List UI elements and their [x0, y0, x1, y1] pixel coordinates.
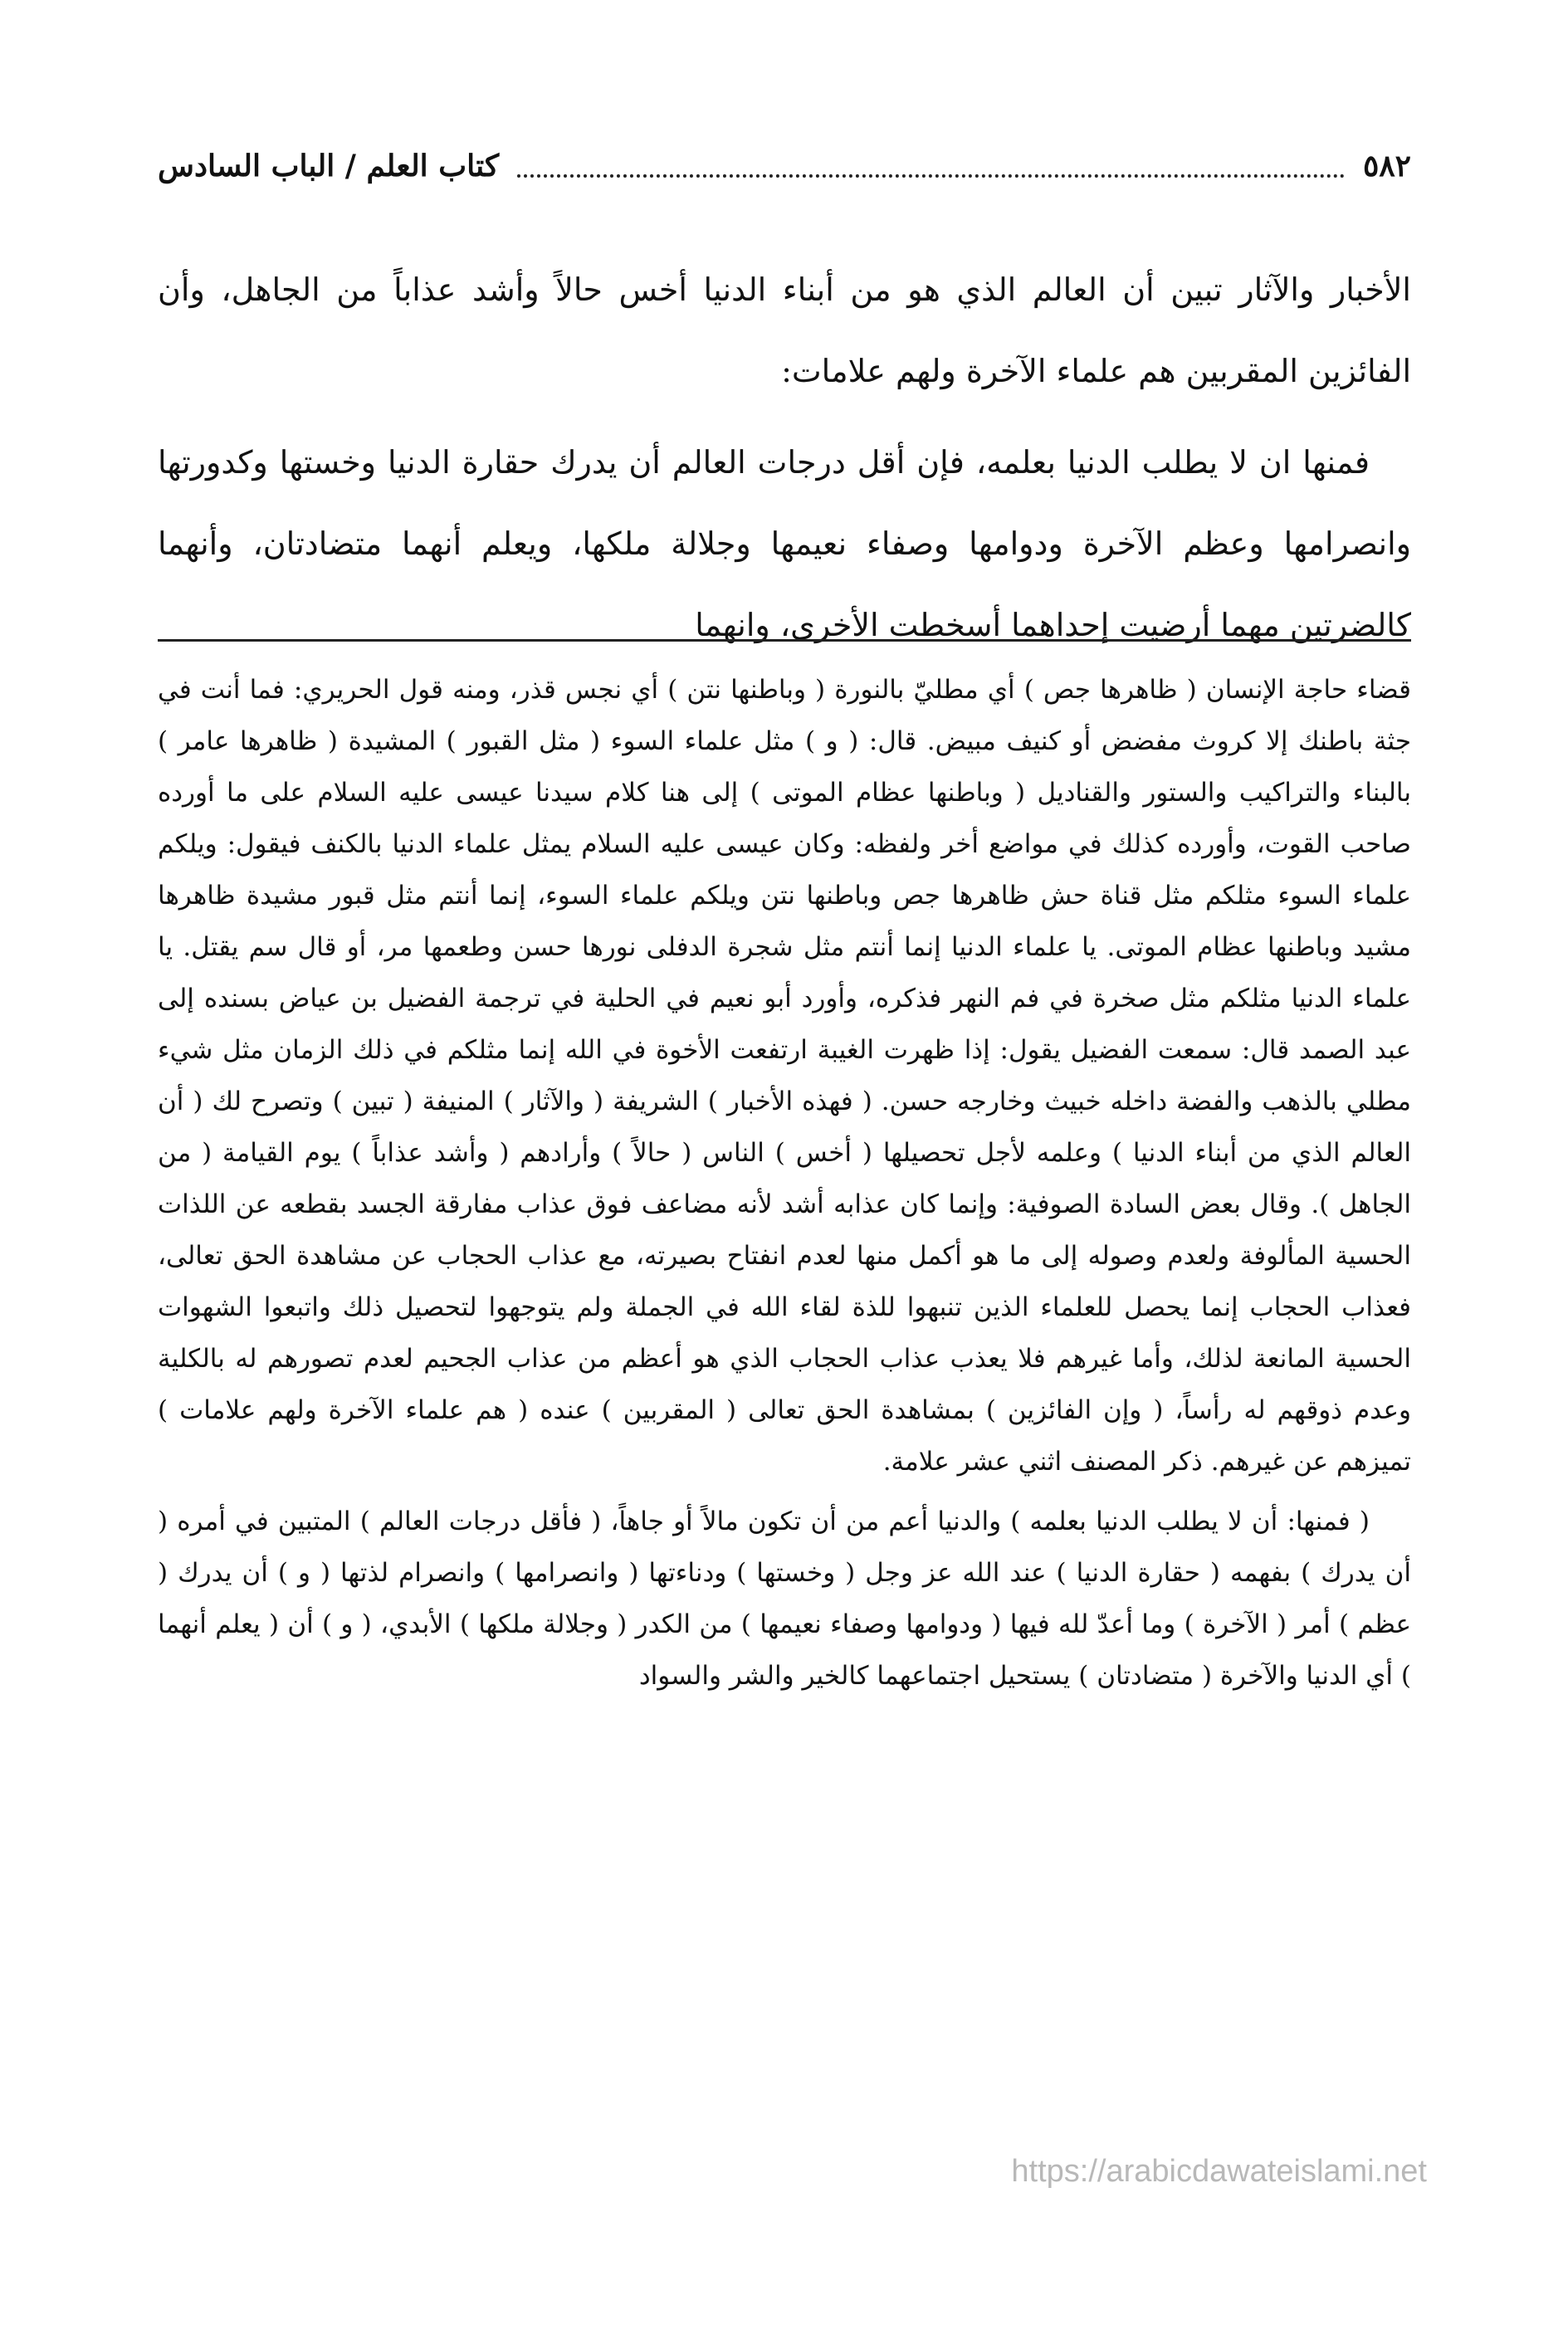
commentary-paragraph: ( فمنها: أن لا يطلب الدنيا بعلمه ) والدنيا أعم من أن تكون مالاً أو جاهاً، ( فأقل درجات العالم ) المتبين في أمره ( أن يدرك ) بفهمه ( حقارة الدنيا ) عند الله عز وجل ( وخستها ) ودناءتها ( وانصرامها ) وانصرام لذتها ( و ) أن يدرك ( عظم ) أمر ( الآخرة ) وما أعدّ لله فيها ( ودوامها وصفاء نعيمها ) من الكدر ( وجلالة ملكها ) الأبدي، ( و ) أن ( يعلم أنهما ) أي الدنيا والآخرة ( متضادتان ) يستحيل اجتماعهما كالخير والشر والسواد	[158, 1507, 1411, 1691]
main-paragraph: فمنها ان لا يطلب الدنيا بعلمه، فإن أقل درجات العالم أن يدرك حقارة الدنيا وخستها وكدورتها وانصرامها وعظم الآخرة ودوامها وصفاء نعيمها وجلالة ملكها، ويعلم أنهما متضادتان، وأنهما كالضرتين مهما أرضيت إحداهما أسخطت الأخرى، وانهما	[158, 444, 1411, 643]
watermark: https://arabicdawateislami.net	[1011, 2154, 1427, 2189]
main-text	[158, 249, 1411, 666]
header-dotted-leader	[517, 154, 1345, 178]
main-paragraph: الأخبار والآثار تبين أن العالم الذي هو من أبناء الدنيا أخس حالاً وأشد عذاباً من الجاهل، وأن الفائزين المقربين هم علماء الآخرة ولهم علامات:	[158, 271, 1411, 389]
page-header	[158, 141, 1411, 191]
commentary-paragraph: قضاء حاجة الإنسان ( ظاهرها جص ) أي مطليّ بالنورة ( وباطنها نتن ) أي نجس قذر، ومنه قول الحريري: فما أنت في جثة باطنك إلا كروث مفضض أو كنيف مبيض. قال: ( و ) مثل علماء السوء ( مثل القبور ) المشيدة ( ظاهرها عامر ) بالبناء والتراكيب والستور والقناديل ( وباطنها عظام الموتى ) إلى هنا كلام سيدنا عيسى عليه السلام على ما أورده صاحب القوت، وأورده كذلك في مواضع أخر ولفظه: وكان عيسى عليه السلام يمثل علماء الدنيا بالكنف فيقول: ويلكم علماء السوء مثلكم مثل قناة حش ظاهرها جص وباطنها نتن ويلكم علماء السوء، إنما أنتم مثل قبور مشيدة ظاهرها مشيد وباطنها عظام الموتى. يا علماء الدنيا إنما أنتم مثل شجرة الدفلى نورها حسن وطعمها مر، أو قال سم يقتل. يا علماء الدنيا مثلكم مثل صخرة في فم النهر فذكره، وأورد أبو نعيم في الحلية في ترجمة الفضيل بن عياض بسنده إلى عبد الصمد قال: سمعت الفضيل يقول: إذا ظهرت الغيبة ارتفعت الأخوة في الله إنما مثلكم في ذلك الزمان مثل شيء مطلي بالذهب والفضة داخله خبيث وخارجه حسن. ( فهذه الأخبار ) الشريفة ( والآثار ) المنيفة ( تبين ) وتصرح لك ( أن العالم الذي من أبناء الدنيا ) وعلمه لأجل تحصيلها ( أخس ) الناس ( حالاً ) وأرادهم ( وأشد عذاباً ) يوم القيامة ( من الجاهل ). وقال بعض السادة الصوفية: وإنما كان عذابه أشد لأنه مضاعف فوق عذاب مفارقة الجسد بقطعه عن اللذات الحسية المألوفة ولعدم وصوله إلى ما هو أكمل منها لعدم انفتاح بصيرته، مع عذاب الحجاب عن مشاهدة الحق تعالى، فعذاب الحجاب إنما يحصل للعلماء الذين تنبهوا للذة لقاء الله في الجملة ولم يتوجهوا لتحصيل ذلك واتبعوا الشهوات الحسية المانعة لذلك، وأما غيرهم فلا يعذب عذاب الحجاب الذي هو أعظم من عذاب الجحيم لعدم تصورهم له بالكلية وعدم ذوقهم له رأساً، ( وإن الفائزين ) بمشاهدة الحق تعالى ( المقربين ) عنده ( هم علماء الآخرة ولهم علامات ) تميزهم عن غيرهم. ذكر المصنف اثني عشر علامة.	[158, 675, 1412, 1477]
footnote-separator	[158, 639, 1411, 642]
commentary-text	[158, 664, 1411, 1702]
chapter-title: كتاب العلم / الباب السادس	[158, 149, 500, 183]
page-number: ٥٨٢	[1362, 149, 1411, 183]
